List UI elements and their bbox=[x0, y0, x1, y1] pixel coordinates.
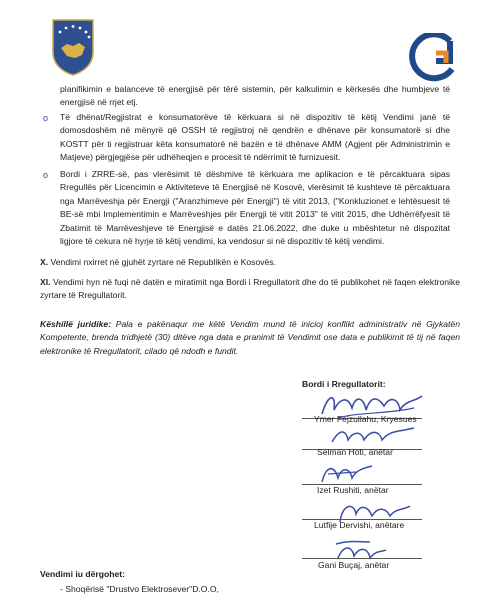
bullet-marker: o bbox=[43, 113, 49, 123]
legal-advice-label: Këshillë juridike: bbox=[40, 319, 112, 329]
sent-to-label: Vendimi iu dërgohet: bbox=[40, 569, 125, 579]
legal-advice bbox=[40, 318, 460, 358]
signature-line bbox=[302, 558, 422, 559]
article-xi-text: Vendimi hyn në fuqi në datën e miratimit nga Bordi i Rregullatorit dhe do të publikohet në faqen elektronike zyrtare të Rregullatorit. bbox=[40, 277, 461, 301]
article-x-text: Vendimi nxirret në gjuhët zyrtare në Republikën e Kosovës. bbox=[50, 257, 276, 267]
bullet-paragraph-registers: Të dhënat/Regjistrat e konsumatorëve të kërkuara si në dispozitiv të këtij Vendimi janë të domosdoshëm në mënyrë që OSSH të regjistroj në qendrën e dhënave për konsumatorë si dhe KOSTT për ti regjistruar këta konsumatorë në bazën e të dhënave AMM (Agjent për Administrimin e Matjeve) përgjegjëse për udhëheqjen e procesit të ndërrimit të furnizuesit. bbox=[60, 112, 450, 163]
article-xi bbox=[40, 276, 460, 303]
board-title: Bordi i Rregullatorit: bbox=[302, 379, 386, 389]
sent-to-item: - Shoqërisë "Drustvo Elektrosever"D.O.O, bbox=[60, 584, 219, 594]
intro-paragraph: planifikimin e balanceve të energjisë për tërë sistemin, për kalkulimin e kërkesës dhe humbjeve të energjisë në rrjet etj. bbox=[60, 84, 450, 108]
ero-logo bbox=[406, 33, 458, 85]
bullet-marker: o bbox=[43, 170, 49, 180]
bullet-paragraph-board-assessment: Bordi i ZRRE-së, pas vlerësimit të dëshmive të kërkuara me aplikacion e të përcaktuara sipas Rregullës për Licencimin e Aktiviteteve të Energjisë në Kosovë, vlerësimit të kushteve të përcaktuara nga Marrëveshja për Energji ("Aranzhimeve për Energji") të vitit 2013, ("Konkluzionet e lehtësuesit të BE-së mbi Implementimin e Marrëveshjes për Energji të vitit 2013" të vitit 2015, dhe Udhërrëfyesit të Zbatimit të Marrëveshjeve të Energjisë e datës 21.06.2022, dhe duke u mbështetur në dispozitat ligjore të cekura në hyrje të këtij vendimi, ka vendosur si në dispozitiv të këtij vendimi. bbox=[60, 169, 450, 247]
board-member-5: Gani Buçaj, anëtar bbox=[318, 560, 390, 570]
board-member-4: Lutfije Dervishi, anëtare bbox=[314, 520, 405, 530]
article-x-number: X. bbox=[40, 257, 49, 267]
board-member-2: Selman Hoti, anëtar bbox=[317, 447, 393, 457]
article-x bbox=[40, 256, 460, 269]
board-member-3: Izet Rushiti, anëtar bbox=[317, 485, 389, 495]
article-xi-number: XI. bbox=[40, 277, 51, 287]
board-member-1: Ymer Fejzullahu, Kryesues bbox=[314, 414, 417, 424]
legal-advice-text: Pala e pakënaqur me këtë Vendim mund të inicioj konflikt administrativ në Gjykatën Kompetente, brenda tridhjetë (30) ditëve nga data e pranimit të Vendimit ose data e publikimit të tij në faqen elektronike të Rregullatorit, cilado që ndodh e fundit. bbox=[40, 319, 460, 356]
kosovo-coat-of-arms-logo bbox=[51, 18, 95, 76]
